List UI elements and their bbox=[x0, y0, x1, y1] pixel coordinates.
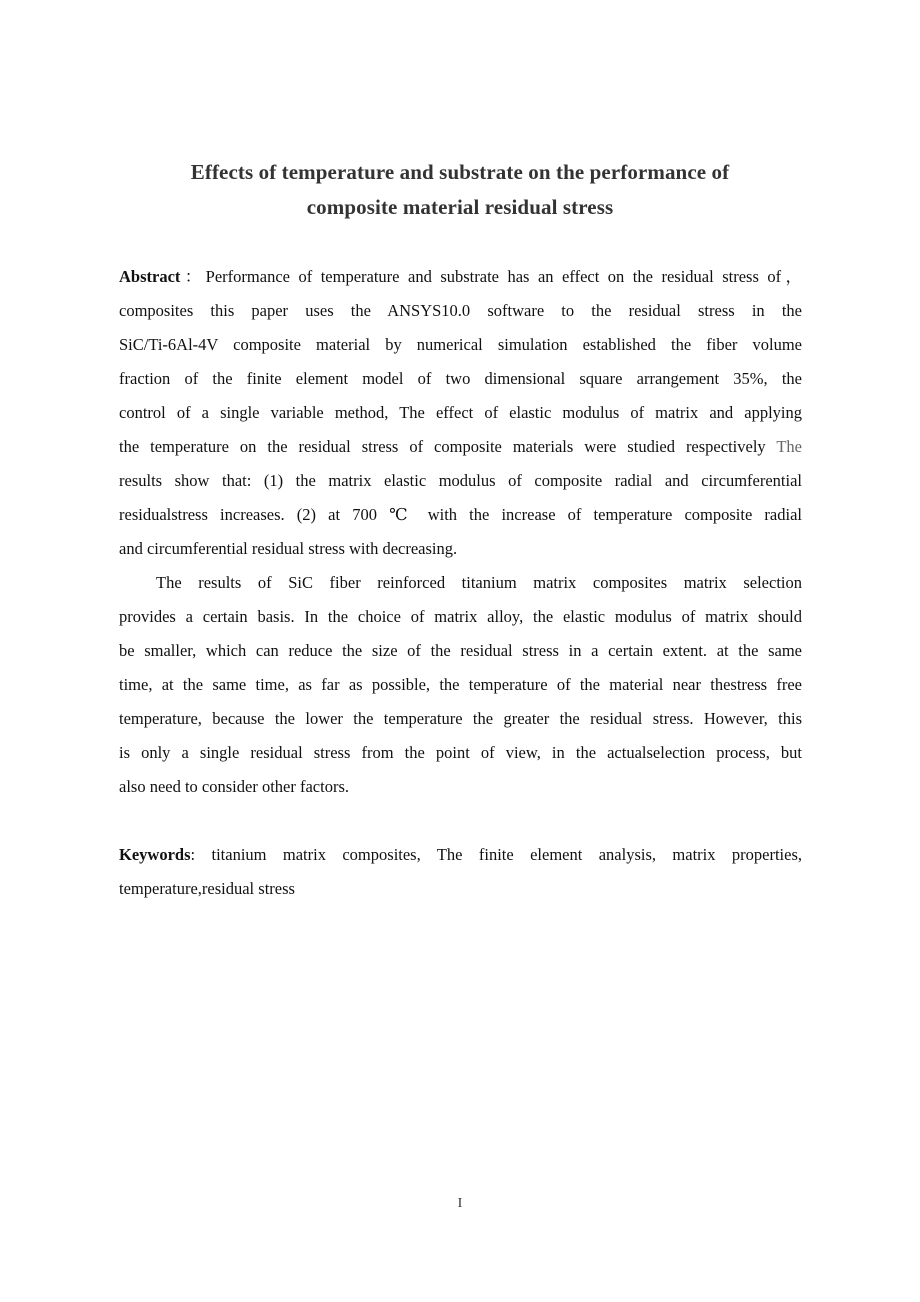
abstract-separator: ： bbox=[180, 267, 206, 286]
paragraph-2-line-2: provides a certain basis. In the choice of matrix alloy, the elastic modulus of matrix should bbox=[119, 607, 802, 626]
abstract-section bbox=[119, 260, 802, 804]
paragraph-2-line-4: time, at the same time, as far as possible, the temperature of the material near thestress free bbox=[119, 675, 802, 694]
abstract-line-8: residualstress increases. (2) at 700 ℃ with the increase of temperature composite radial bbox=[119, 505, 802, 524]
abstract-line-2: composites this paper uses the ANSYS10.0 software to the residual stress in the bbox=[119, 301, 802, 320]
abstract-line-1 bbox=[119, 260, 802, 294]
abstract-label: Abstract bbox=[119, 267, 181, 286]
title-line-2: composite material residual stress bbox=[306, 195, 614, 219]
abstract-line-6 bbox=[119, 430, 802, 464]
abstract-line-6-tail: The bbox=[776, 437, 802, 456]
paragraph-2-line-5: temperature, because the lower the temperature the greater the residual stress. However, this bbox=[119, 709, 802, 728]
paragraph-2-line-6: is only a single residual stress from the point of view, in the actualselection process, but bbox=[119, 743, 802, 762]
keywords-line-2: temperature,residual stress bbox=[119, 879, 295, 898]
paragraph-2-line-3: be smaller, which can reduce the size of the residual stress in a certain extent. at the same bbox=[119, 641, 802, 660]
paragraph-2-line-1: The results of SiC fiber reinforced titanium matrix composites matrix selection bbox=[156, 573, 802, 592]
abstract-line-4: fraction of the finite element model of two dimensional square arrangement 35%, the bbox=[119, 369, 802, 388]
keywords-text: titanium matrix composites, The finite element analysis, matrix properties, bbox=[195, 845, 802, 864]
abstract-line-9: and circumferential residual stress with decreasing. bbox=[119, 539, 458, 558]
keywords-separator: : bbox=[190, 845, 196, 864]
abstract-text: the temperature on the residual stress of composite materials were studied respectively bbox=[119, 437, 766, 456]
page-number: I bbox=[457, 1196, 463, 1211]
keywords-section bbox=[119, 838, 802, 906]
keywords-line-1 bbox=[119, 838, 802, 872]
abstract-line-3: SiC/Ti-6Al-4V composite material by numerical simulation established the fiber volume bbox=[119, 335, 802, 354]
abstract-line-7: results show that: (1) the matrix elastic modulus of composite radial and circumferential bbox=[119, 471, 802, 490]
paragraph-2-line-7: also need to consider other factors. bbox=[119, 777, 350, 796]
title-line-1: Effects of temperature and substrate on the performance of bbox=[190, 160, 730, 184]
keywords-label: Keywords bbox=[119, 845, 191, 864]
abstract-line-5: control of a single variable method, The effect of elastic modulus of matrix and applying bbox=[119, 403, 802, 422]
abstract-text: Performance of temperature and substrate has an effect on the residual stress of， bbox=[205, 267, 802, 286]
